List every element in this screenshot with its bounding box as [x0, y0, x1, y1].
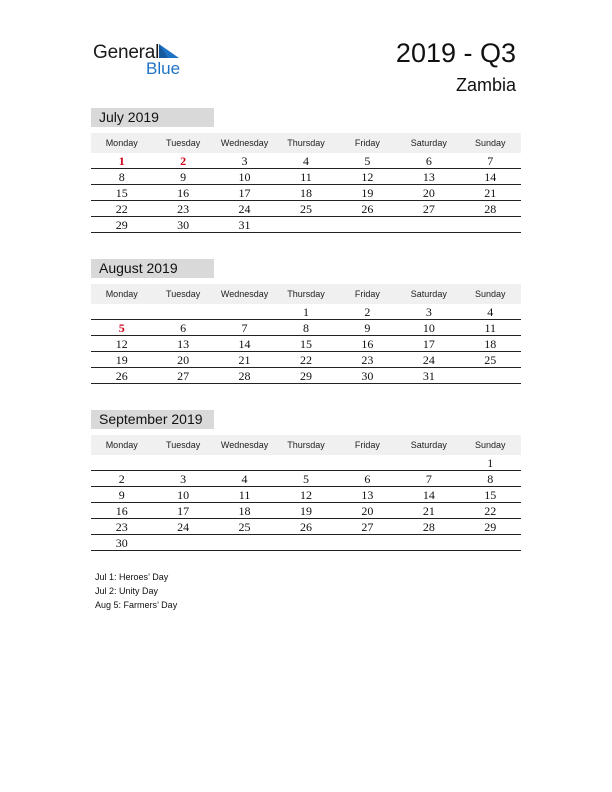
month-title: July 2019 — [91, 108, 214, 127]
day-cell: 1 — [487, 456, 494, 470]
day-cell: 24 — [238, 202, 251, 216]
week-row — [91, 455, 521, 471]
weekday-label: Friday — [354, 440, 380, 450]
day-cell: 24 — [177, 520, 190, 534]
day-cell: 13 — [361, 488, 374, 502]
day-cell: 10 — [177, 488, 190, 502]
holiday-day-cell: 2 — [180, 154, 187, 168]
day-cell: 12 — [299, 488, 312, 502]
week-row — [91, 519, 521, 535]
day-cell: 15 — [115, 186, 128, 200]
month-september — [91, 410, 521, 551]
day-cell — [214, 455, 275, 470]
week-row — [91, 535, 521, 551]
day-cell: 11 — [238, 488, 251, 502]
day-cell: 19 — [115, 353, 128, 367]
day-cell: 11 — [300, 170, 312, 184]
weekday-label: Thursday — [287, 289, 325, 299]
day-cell: 26 — [361, 202, 374, 216]
day-cell: 29 — [484, 520, 497, 534]
day-cell: 1 — [302, 305, 309, 319]
day-cell: 19 — [361, 186, 374, 200]
day-cell: 23 — [115, 520, 128, 534]
day-cell: 30 — [361, 369, 374, 383]
day-cell: 21 — [422, 504, 435, 518]
day-cell: 4 — [302, 154, 309, 168]
weekday-label: Monday — [105, 289, 138, 299]
day-cell — [214, 304, 275, 319]
day-cell: 21 — [484, 186, 497, 200]
week-row — [91, 368, 521, 384]
day-cell: 8 — [487, 472, 494, 486]
weekday-label: Thursday — [287, 138, 325, 148]
day-cell: 16 — [177, 186, 190, 200]
week-row — [91, 487, 521, 503]
day-cell: 14 — [238, 337, 251, 351]
day-cell — [152, 535, 213, 550]
day-cell — [460, 368, 521, 383]
day-cell: 26 — [115, 369, 128, 383]
day-cell: 18 — [484, 337, 497, 351]
day-cell: 9 — [118, 488, 125, 502]
week-row — [91, 169, 521, 185]
day-cell: 31 — [238, 218, 251, 232]
weekday-label: Tuesday — [166, 138, 201, 148]
logo-word-general: General — [93, 42, 160, 63]
day-cell: 7 — [425, 472, 432, 486]
day-cell: 15 — [484, 488, 497, 502]
day-cell — [337, 217, 398, 232]
day-cell: 21 — [238, 353, 251, 367]
day-cell: 23 — [177, 202, 190, 216]
day-cell: 27 — [361, 520, 374, 534]
page-title: 2019 - Q3 — [395, 38, 516, 68]
weekday-header-row — [91, 435, 521, 455]
week-row — [91, 217, 521, 233]
day-cell — [460, 217, 521, 232]
day-cell: 6 — [180, 321, 187, 335]
weekday-label: Wednesday — [220, 440, 269, 450]
day-cell — [275, 535, 336, 550]
weekday-label: Tuesday — [166, 440, 201, 450]
day-cell: 5 — [302, 472, 309, 486]
holiday-note: Jul 1: Heroes’ Day — [95, 572, 169, 582]
day-cell: 7 — [241, 321, 248, 335]
day-cell — [398, 455, 459, 470]
day-cell: 14 — [484, 170, 497, 184]
day-cell: 24 — [422, 353, 435, 367]
day-cell: 8 — [118, 170, 125, 184]
week-row — [91, 503, 521, 519]
day-cell: 15 — [299, 337, 312, 351]
day-cell: 4 — [241, 472, 248, 486]
weekday-label: Wednesday — [220, 138, 269, 148]
day-cell: 22 — [115, 202, 128, 216]
day-cell: 30 — [177, 218, 190, 232]
month-july — [91, 108, 521, 233]
holiday-day-cell: 5 — [118, 321, 125, 335]
day-cell: 28 — [238, 369, 251, 383]
day-cell: 17 — [238, 186, 251, 200]
day-cell: 6 — [425, 154, 432, 168]
day-cell: 18 — [299, 186, 312, 200]
week-row — [91, 471, 521, 487]
weekday-label: Friday — [354, 289, 380, 299]
day-cell: 6 — [364, 472, 371, 486]
day-cell: 12 — [115, 337, 128, 351]
day-cell: 14 — [422, 488, 435, 502]
day-cell: 7 — [487, 154, 494, 168]
month-title: September 2019 — [91, 410, 214, 429]
day-cell: 16 — [361, 337, 374, 351]
day-cell: 3 — [425, 305, 432, 319]
day-cell: 10 — [422, 321, 435, 335]
day-cell — [337, 455, 398, 470]
day-cell — [214, 535, 275, 550]
day-cell: 17 — [422, 337, 435, 351]
weekday-label: Monday — [105, 138, 138, 148]
holiday-note: Aug 5: Farmers’ Day — [95, 600, 178, 610]
week-row — [91, 336, 521, 352]
day-cell: 12 — [361, 170, 374, 184]
logo-word-blue: Blue — [146, 59, 181, 78]
day-cell: 25 — [299, 202, 312, 216]
day-cell: 27 — [422, 202, 435, 216]
day-cell: 13 — [177, 337, 190, 351]
day-cell: 17 — [177, 504, 190, 518]
week-row — [91, 185, 521, 201]
day-cell: 9 — [364, 321, 371, 335]
day-cell: 8 — [302, 321, 309, 335]
day-cell: 23 — [361, 353, 374, 367]
day-cell — [460, 535, 521, 550]
holiday-day-cell: 1 — [118, 154, 125, 168]
day-cell: 25 — [238, 520, 251, 534]
day-cell: 29 — [299, 369, 312, 383]
day-cell: 20 — [361, 504, 374, 518]
day-cell — [275, 217, 336, 232]
day-cell: 31 — [422, 369, 435, 383]
day-cell — [91, 455, 152, 470]
weekday-label: Thursday — [287, 440, 325, 450]
holiday-notes — [95, 570, 177, 612]
day-cell: 22 — [299, 353, 312, 367]
day-cell: 20 — [422, 186, 435, 200]
weekday-label: Monday — [105, 440, 138, 450]
day-cell: 16 — [115, 504, 128, 518]
day-cell — [91, 304, 152, 319]
day-cell: 3 — [180, 472, 187, 486]
holiday-note: Jul 2: Unity Day — [95, 586, 159, 596]
day-cell: 9 — [180, 170, 187, 184]
day-cell: 22 — [484, 504, 497, 518]
day-cell: 26 — [299, 520, 312, 534]
week-row — [91, 320, 521, 336]
day-cell: 11 — [484, 321, 497, 335]
weekday-label: Sunday — [474, 440, 506, 450]
day-cell: 20 — [177, 353, 190, 367]
day-cell: 2 — [364, 305, 371, 319]
day-cell: 28 — [484, 202, 497, 216]
day-cell: 2 — [118, 472, 125, 486]
month-august — [91, 259, 521, 384]
day-cell — [398, 535, 459, 550]
generalblue-logo — [93, 40, 193, 80]
day-cell: 28 — [422, 520, 435, 534]
week-row — [91, 352, 521, 368]
day-cell — [398, 217, 459, 232]
day-cell: 4 — [487, 305, 494, 319]
weekday-header-row — [91, 133, 521, 153]
weekday-label: Wednesday — [220, 289, 269, 299]
day-cell: 5 — [364, 154, 371, 168]
logo-flag-icon — [159, 44, 179, 58]
month-title: August 2019 — [91, 259, 214, 278]
country-name: Zambia — [455, 75, 516, 95]
day-cell: 3 — [241, 154, 248, 168]
weekday-label: Saturday — [410, 440, 447, 450]
day-cell: 10 — [238, 170, 251, 184]
weekday-label: Tuesday — [166, 289, 201, 299]
week-row — [91, 201, 521, 217]
weekday-label: Sunday — [474, 289, 506, 299]
weekday-label: Friday — [354, 138, 380, 148]
day-cell — [275, 455, 336, 470]
weekday-label: Saturday — [410, 289, 447, 299]
day-cell: 29 — [115, 218, 128, 232]
day-cell: 27 — [177, 369, 190, 383]
day-cell — [337, 535, 398, 550]
day-cell: 30 — [115, 536, 128, 550]
weekday-header-row — [91, 284, 521, 304]
day-cell: 19 — [299, 504, 312, 518]
week-row — [91, 304, 521, 320]
weekday-label: Sunday — [474, 138, 506, 148]
day-cell — [152, 455, 213, 470]
day-cell: 25 — [484, 353, 497, 367]
day-cell: 13 — [422, 170, 435, 184]
day-cell — [152, 304, 213, 319]
day-cell: 18 — [238, 504, 251, 518]
week-row — [91, 153, 521, 169]
weekday-label: Saturday — [410, 138, 447, 148]
